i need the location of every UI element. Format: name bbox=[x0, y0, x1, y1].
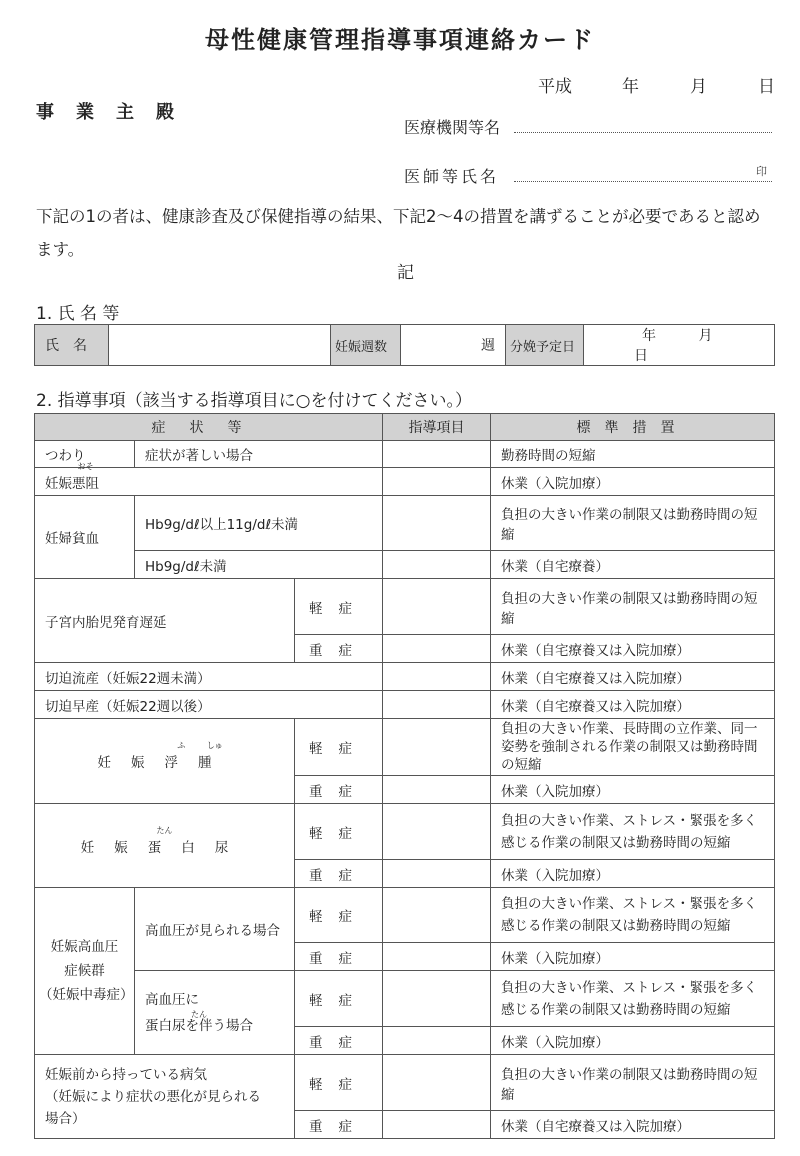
clinic-field[interactable] bbox=[514, 132, 772, 133]
severity-severe: 重症 bbox=[295, 860, 383, 888]
seal-mark: 印 bbox=[756, 165, 767, 178]
severity-mild: 軽症 bbox=[295, 1055, 383, 1111]
header-measure: 標準措置 bbox=[491, 414, 775, 441]
name-table bbox=[34, 324, 775, 366]
measure-htn-b-severe: 休業（入院加療） bbox=[491, 1027, 775, 1055]
measure-protein-severe: 休業（入院加療） bbox=[491, 860, 775, 888]
measure-htn-a-mild: 負担の大きい作業、ストレス・緊張を多く感じる作業の制限又は勤務時間の短縮 bbox=[491, 888, 775, 943]
date-month: 月 bbox=[690, 77, 707, 97]
date-day: 日 bbox=[758, 77, 775, 97]
section1-heading: 1. 氏 名 等 bbox=[36, 304, 120, 324]
item-cell[interactable] bbox=[383, 691, 491, 719]
measure-protein-mild: 負担の大きい作業、ストレス・緊張を多く感じる作業の制限又は勤務時間の短縮 bbox=[491, 804, 775, 860]
name-field[interactable] bbox=[109, 325, 331, 366]
item-cell[interactable] bbox=[383, 943, 491, 971]
header-symptom: 症状等 bbox=[35, 414, 383, 441]
htn-b-ruby: たん bbox=[191, 1009, 207, 1019]
htn-b-tan bbox=[145, 1009, 253, 1039]
severity-mild: 軽症 bbox=[295, 971, 383, 1027]
htn-line3: （妊娠中毒症） bbox=[39, 987, 134, 1003]
symptom-edema: 妊娠 ふ 浮 しゅ 腫 bbox=[35, 719, 295, 804]
item-cell[interactable] bbox=[383, 776, 491, 804]
item-cell[interactable] bbox=[383, 971, 491, 1027]
weeks-label: 妊娠週数 bbox=[331, 325, 401, 366]
due-year: 年 bbox=[642, 328, 656, 344]
symptom-protein: 妊娠 たん 蛋白尿 bbox=[35, 804, 295, 888]
due-month: 月 bbox=[698, 328, 713, 344]
measure-anemia1: 負担の大きい作業の制限又は勤務時間の短縮 bbox=[491, 496, 775, 551]
measure-htn-b-mild: 負担の大きい作業、ストレス・緊張を多く感じる作業の制限又は勤務時間の短縮 bbox=[491, 971, 775, 1027]
htn-line2: 症候群 bbox=[64, 963, 105, 979]
measure-iugr-severe: 休業（自宅療養又は入院加療） bbox=[491, 635, 775, 663]
protein-tan: たん 蛋 bbox=[147, 825, 182, 856]
cond-htn-b bbox=[135, 971, 295, 1055]
intro-text: 下記の1の者は、健康診査及び保健指導の結果、下記2～4の措置を講ずることが必要であると認めます。 bbox=[36, 207, 761, 259]
due-date-field[interactable] bbox=[584, 325, 775, 366]
htn-line1: 妊娠高血圧 bbox=[50, 939, 119, 955]
measure-tsuwari: 勤務時間の短縮 bbox=[491, 441, 775, 468]
measure-edema-mild: 負担の大きい作業、長時間の立作業、同一姿勢を強制される作業の制限又は勤務時間の短縮 bbox=[491, 719, 775, 776]
measure-htn-a-severe: 休業（入院加療） bbox=[491, 943, 775, 971]
item-cell[interactable] bbox=[383, 860, 491, 888]
item-cell[interactable] bbox=[383, 719, 491, 776]
item-cell[interactable] bbox=[383, 1055, 491, 1111]
cond-anemia1: Hb9g/dℓ以上11g/dℓ未満 bbox=[135, 496, 383, 551]
section2-heading: 2. 指導事項（該当する指導項目に○を付けてください。） bbox=[36, 391, 472, 411]
measure-preterm: 休業（自宅療養又は入院加療） bbox=[491, 691, 775, 719]
edema-ruby-fu: ふ bbox=[177, 741, 186, 750]
severity-mild: 軽症 bbox=[295, 719, 383, 776]
protein-ruby: たん bbox=[156, 825, 173, 835]
severity-mild: 軽症 bbox=[295, 579, 383, 635]
severity-mild: 軽症 bbox=[295, 888, 383, 943]
symptom-tsuwari: つわり bbox=[35, 441, 135, 468]
measure-iugr-mild: 負担の大きい作業の制限又は勤務時間の短縮 bbox=[491, 579, 775, 635]
edema-ruby-shu: しゅ bbox=[206, 741, 223, 750]
severity-severe: 重症 bbox=[295, 1111, 383, 1139]
guidance-table bbox=[34, 413, 775, 1139]
date-year: 年 bbox=[622, 77, 639, 97]
item-cell[interactable] bbox=[383, 804, 491, 860]
symptom-oso: 妊娠 おそ 悪阻 bbox=[35, 468, 383, 496]
symptom-preterm: 切迫早産（妊娠22週以後） bbox=[35, 691, 383, 719]
item-cell[interactable] bbox=[383, 579, 491, 635]
symptom-iugr: 子宮内胎児発育遅延 bbox=[35, 579, 295, 663]
weeks-unit: 週 bbox=[481, 338, 495, 354]
measure-oso: 休業（入院加療） bbox=[491, 468, 775, 496]
due-label: 分娩予定日 bbox=[506, 325, 584, 366]
measure-chronic-mild: 負担の大きい作業の制限又は勤務時間の短縮 bbox=[491, 1055, 775, 1111]
severity-mild: 軽症 bbox=[295, 804, 383, 860]
htn-b-line2: 蛋白尿を伴う場合 bbox=[145, 1017, 253, 1034]
item-cell[interactable] bbox=[383, 496, 491, 551]
chronic-line3: 場合） bbox=[45, 1110, 86, 1127]
item-cell[interactable] bbox=[383, 441, 491, 468]
name-label: 氏 名 bbox=[35, 325, 109, 366]
severity-severe: 重症 bbox=[295, 635, 383, 663]
oso-word: おそ 悪阻 bbox=[72, 461, 99, 492]
htn-b-line1: 高血圧に bbox=[145, 991, 199, 1008]
edema-fu: ふ 浮 bbox=[164, 741, 198, 771]
symptom-abortion: 切迫流産（妊娠22週未満） bbox=[35, 663, 383, 691]
weeks-field[interactable] bbox=[401, 325, 506, 366]
oso-ruby: おそ bbox=[77, 461, 94, 471]
cond-anemia2: Hb9g/dℓ未満 bbox=[135, 551, 383, 579]
item-cell[interactable] bbox=[383, 635, 491, 663]
edema-shu: しゅ 腫 bbox=[198, 741, 232, 771]
symptom-htn bbox=[35, 888, 135, 1055]
measure-edema-severe: 休業（入院加療） bbox=[491, 776, 775, 804]
doctor-field[interactable] bbox=[514, 181, 772, 182]
item-cell[interactable] bbox=[383, 1111, 491, 1139]
severity-severe: 重症 bbox=[295, 943, 383, 971]
severity-severe: 重症 bbox=[295, 776, 383, 804]
symptom-chronic bbox=[35, 1055, 295, 1139]
measure-chronic-severe: 休業（自宅療養又は入院加療） bbox=[491, 1111, 775, 1139]
item-cell[interactable] bbox=[383, 663, 491, 691]
chronic-line2: （妊娠により症状の悪化が見られる bbox=[45, 1088, 261, 1105]
symptom-anemia: 妊婦貧血 bbox=[35, 496, 135, 579]
item-cell[interactable] bbox=[383, 1027, 491, 1055]
measure-abortion: 休業（自宅療養又は入院加療） bbox=[491, 663, 775, 691]
ki-label: 記 bbox=[397, 263, 414, 283]
item-cell[interactable] bbox=[383, 551, 491, 579]
severity-severe: 重症 bbox=[295, 1027, 383, 1055]
doctor-label: 医師等氏名 bbox=[404, 167, 500, 186]
measure-anemia2: 休業（自宅療養） bbox=[491, 551, 775, 579]
employer-addressee: 事業主殿 bbox=[36, 102, 196, 123]
date-era: 平成 bbox=[538, 77, 572, 97]
chronic-line1: 妊娠前から持っている病気 bbox=[45, 1066, 207, 1083]
due-day: 日 bbox=[634, 348, 648, 364]
item-cell[interactable] bbox=[383, 468, 491, 496]
page-title: 母性健康管理指導事項連絡カード bbox=[205, 26, 595, 54]
item-cell[interactable] bbox=[383, 888, 491, 943]
cond-htn-a: 高血圧が見られる場合 bbox=[135, 888, 295, 971]
cond-tsuwari: 症状が著しい場合 bbox=[135, 441, 383, 468]
clinic-label: 医療機関等名 bbox=[404, 118, 501, 137]
header-item: 指導項目 bbox=[383, 414, 491, 441]
